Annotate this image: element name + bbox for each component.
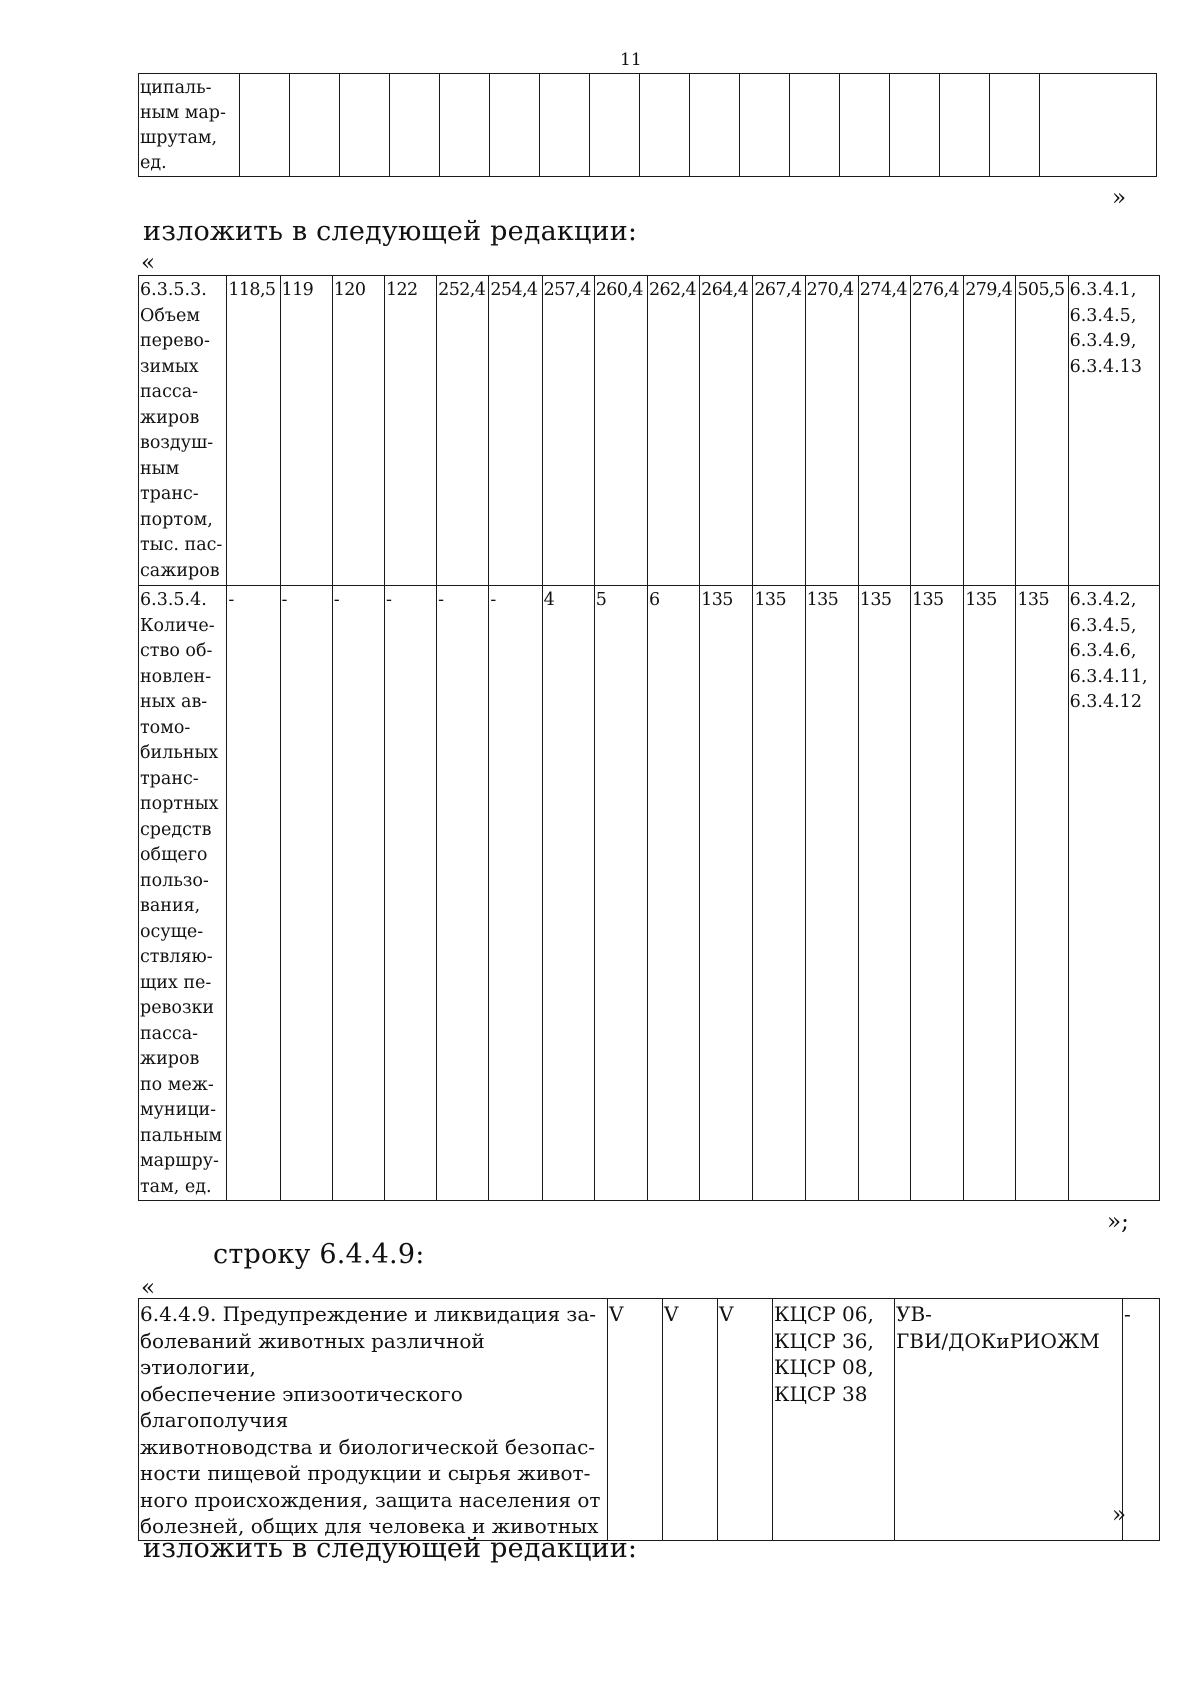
value-cell: 262,4 <box>647 276 699 586</box>
instruction-text: изложить в следующей редакции: <box>143 1533 638 1564</box>
value-cell: 122 <box>384 276 436 586</box>
empty-cell <box>940 74 990 177</box>
value-cell: 4 <box>542 586 594 1201</box>
value-cell: 270,4 <box>805 276 858 586</box>
table-row <box>139 276 1160 586</box>
value-cell: 135 <box>753 586 805 1201</box>
empty-cell <box>490 74 540 177</box>
value-cell: - <box>227 586 280 1201</box>
row-label-cell: ципаль- ным мар- шрутам, ед. <box>139 74 240 177</box>
value-cell: 135 <box>700 586 753 1201</box>
empty-cell <box>890 74 940 177</box>
empty-cell <box>590 74 640 177</box>
value-cell: - <box>332 586 384 1201</box>
table-row <box>139 74 1157 177</box>
value-cell: 118,5 <box>227 276 280 586</box>
refs-cell: 6.3.4.1, 6.3.4.5, 6.3.4.9, 6.3.4.13 <box>1068 276 1159 586</box>
value-cell: 135 <box>910 586 963 1201</box>
mark-cell: V <box>718 1299 773 1541</box>
empty-cell <box>240 74 290 177</box>
closing-quote: »; <box>1107 1209 1129 1235</box>
closing-quote: » <box>1112 1502 1127 1528</box>
table-row <box>139 1299 1160 1541</box>
indicators-table <box>138 275 1160 1201</box>
value-cell: 135 <box>964 586 1016 1201</box>
empty-cell <box>390 74 440 177</box>
empty-cell <box>540 74 590 177</box>
empty-cell <box>990 74 1040 177</box>
value-cell: 135 <box>858 586 910 1201</box>
organization-cell: УВ- ГВИ/ДОКиРИОЖМ <box>895 1299 1123 1541</box>
value-cell: 264,4 <box>700 276 753 586</box>
empty-cell <box>840 74 890 177</box>
value-cell: - <box>384 586 436 1201</box>
empty-cell <box>440 74 490 177</box>
value-cell: 505,5 <box>1016 276 1068 586</box>
value-cell: - <box>280 586 332 1201</box>
value-cell: 260,4 <box>594 276 647 586</box>
empty-cell <box>1040 74 1157 177</box>
empty-cell <box>640 74 690 177</box>
value-cell: - <box>489 586 542 1201</box>
value-cell: 119 <box>280 276 332 586</box>
value-cell: 274,4 <box>858 276 910 586</box>
value-cell: 276,4 <box>910 276 963 586</box>
value-cell: 6 <box>647 586 699 1201</box>
empty-cell <box>740 74 790 177</box>
value-cell: 5 <box>594 586 647 1201</box>
codes-cell: КЦСР 06, КЦСР 36, КЦСР 08, КЦСР 38 <box>773 1299 895 1541</box>
value-cell: 267,4 <box>753 276 805 586</box>
row-label-cell: 6.3.5.4. Количе- ство об- новлен- ных ав- томо- бильных транс- портных средств общего пользо- вания, осуще- ствляю- щих пе- ревозки пасса- жиров по меж- муници- пальным маршру- там, ед. <box>139 586 227 1201</box>
value-cell: 257,4 <box>542 276 594 586</box>
mark-cell: V <box>608 1299 663 1541</box>
value-cell: - <box>437 586 489 1201</box>
empty-cell <box>290 74 340 177</box>
value-cell: 252,4 <box>437 276 489 586</box>
row-label-cell: 6.3.5.3. Объем перево- зимых пасса- жиров воздуш- ным транс- портом, тыс. пас- сажиров <box>139 276 227 586</box>
value-cell: 135 <box>1016 586 1068 1201</box>
dash-cell: - <box>1123 1299 1160 1541</box>
empty-cell <box>690 74 740 177</box>
value-cell: 254,4 <box>489 276 542 586</box>
opening-quote: « <box>141 1275 156 1301</box>
value-cell: 279,4 <box>964 276 1016 586</box>
instruction-text: изложить в следующей редакции: <box>143 216 638 247</box>
continued-table <box>138 73 1157 177</box>
empty-cell <box>340 74 390 177</box>
refs-cell: 6.3.4.2, 6.3.4.5, 6.3.4.6, 6.3.4.11, 6.3.4.12 <box>1068 586 1159 1201</box>
closing-quote: » <box>1112 185 1127 211</box>
mark-cell: V <box>663 1299 718 1541</box>
opening-quote: « <box>141 250 156 276</box>
value-cell: 120 <box>332 276 384 586</box>
table-row <box>139 586 1160 1201</box>
value-cell: 135 <box>805 586 858 1201</box>
instruction-text: строку 6.4.4.9: <box>213 1239 425 1270</box>
page-number: 11 <box>620 50 642 70</box>
measure-text-cell: 6.4.4.9. Предупреждение и ликвидация за- болеваний животных различной этиологии, обеспечение эпизоотического благополучия животноводства и биологической безопас- ности пищевой продукции и сырья живот- ного происхождения, защита населения от болезней, общих для человека и животных <box>139 1299 608 1541</box>
empty-cell <box>790 74 840 177</box>
measure-table <box>138 1298 1160 1541</box>
